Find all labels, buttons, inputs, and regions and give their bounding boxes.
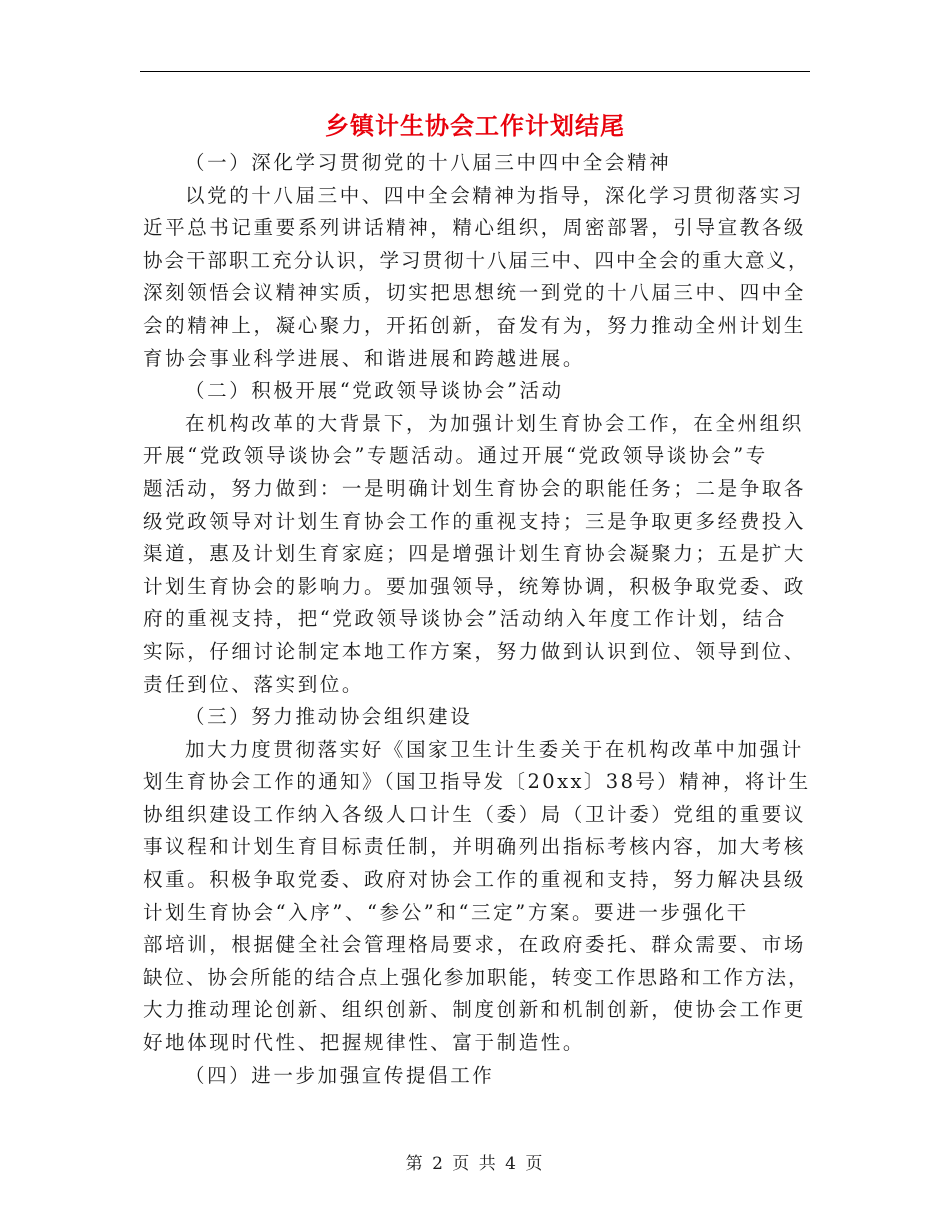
paragraph-line: 近平总书记重要系列讲话精神，精心组织，周密部署，引导宣教各级 xyxy=(143,216,807,240)
paragraph-line: 部培训，根据健全社会管理格局要求，在政府委托、群众需要、市场 xyxy=(143,933,807,957)
paragraph-line: 权重。积极争取党委、政府对协会工作的重视和支持，努力解决县级 xyxy=(143,868,807,892)
paragraph-first-line: 在机构改革的大背景下，为加强计划生育协会工作，在全州组织 xyxy=(185,411,804,435)
paragraph-line: 会的精神上，凝心聚力，开拓创新，奋发有为，努力推动全州计划生 xyxy=(143,313,807,337)
paragraph-line: 级党政领导对计划生育协会工作的重视支持；三是争取更多经费投入 xyxy=(143,509,807,533)
paragraph-line: 事议程和计划生育目标责任制，并明确列出指标考核内容，加大考核 xyxy=(143,835,807,859)
paragraph-line: 大力推动理论创新、组织创新、制度创新和机制创新，使协会工作更 xyxy=(143,998,807,1022)
paragraph-first-line: （一）深化学习贯彻党的十八届三中四中全会精神 xyxy=(185,151,672,174)
paragraph-line: 好地体现时代性、把握规律性、富于制造性。 xyxy=(143,1031,586,1055)
paragraph-line: 协组织建设工作纳入各级人口计生（委）局（卫计委）党组的重要议 xyxy=(143,802,807,826)
paragraph-first-line: （三）努力推动协会组织建设 xyxy=(185,705,473,729)
paragraph-line: 实际，仔细讨论制定本地工作方案，努力做到认识到位、领导到位、 xyxy=(143,639,807,663)
paragraph-first-line: 加大力度贯彻落实好《国家卫生计生委关于在机构改革中加强计 xyxy=(185,737,804,761)
header-rule xyxy=(140,71,810,72)
paragraph-line: 计划生育协会的影响力。要加强领导，统筹协调，积极争取党委、政 xyxy=(143,574,807,598)
paragraph-line: 划生育协会工作的通知》（国卫指导发〔20xx〕38号）精神，将计生 xyxy=(143,770,811,794)
paragraph-line: 缺位、协会所能的结合点上强化参加职能，转变工作思路和工作方法， xyxy=(143,965,810,989)
paragraph-line: 育协会事业科学进展、和谐进展和跨越进展。 xyxy=(143,346,586,370)
document-title: 乡镇计生协会工作计划结尾 xyxy=(325,112,625,140)
paragraph-line: 深刻领悟会议精神实质，切实把思想统一到党的十八届三中、四中全 xyxy=(143,281,807,305)
paragraph-line: 题活动，努力做到：一是明确计划生育协会的职能任务；二是争取各 xyxy=(143,476,807,500)
paragraph-first-line: 以党的十八届三中、四中全会精神为指导，深化学习贯彻落实习 xyxy=(185,183,804,207)
paragraph-line: 府的重视支持，把“党政领导谈协会”活动纳入年度工作计划，结合 xyxy=(143,607,787,631)
document-body xyxy=(143,147,813,1092)
paragraph-first-line: （四）进一步加强宣传提倡工作 xyxy=(185,1063,495,1087)
paragraph-line: 计划生育协会“入序”、“参公”和“三定”方案。要进一步强化干 xyxy=(143,900,749,924)
paragraph-line: 开展“党政领导谈协会”专题活动。通过开展“党政领导谈协会”专 xyxy=(143,444,768,468)
page-number-footer: 第 2 页 共 4 页 xyxy=(405,1154,545,1174)
paragraph-line: 协会干部职工充分认识，学习贯彻十八届三中、四中全会的重大意义， xyxy=(143,248,810,272)
paragraph-first-line: （二）积极开展“党政领导谈协会”活动 xyxy=(185,379,564,403)
paragraph-line: 责任到位、落实到位。 xyxy=(143,672,365,696)
paragraph-line: 渠道，惠及计划生育家庭；四是增强计划生育协会凝聚力；五是扩大 xyxy=(143,542,807,566)
